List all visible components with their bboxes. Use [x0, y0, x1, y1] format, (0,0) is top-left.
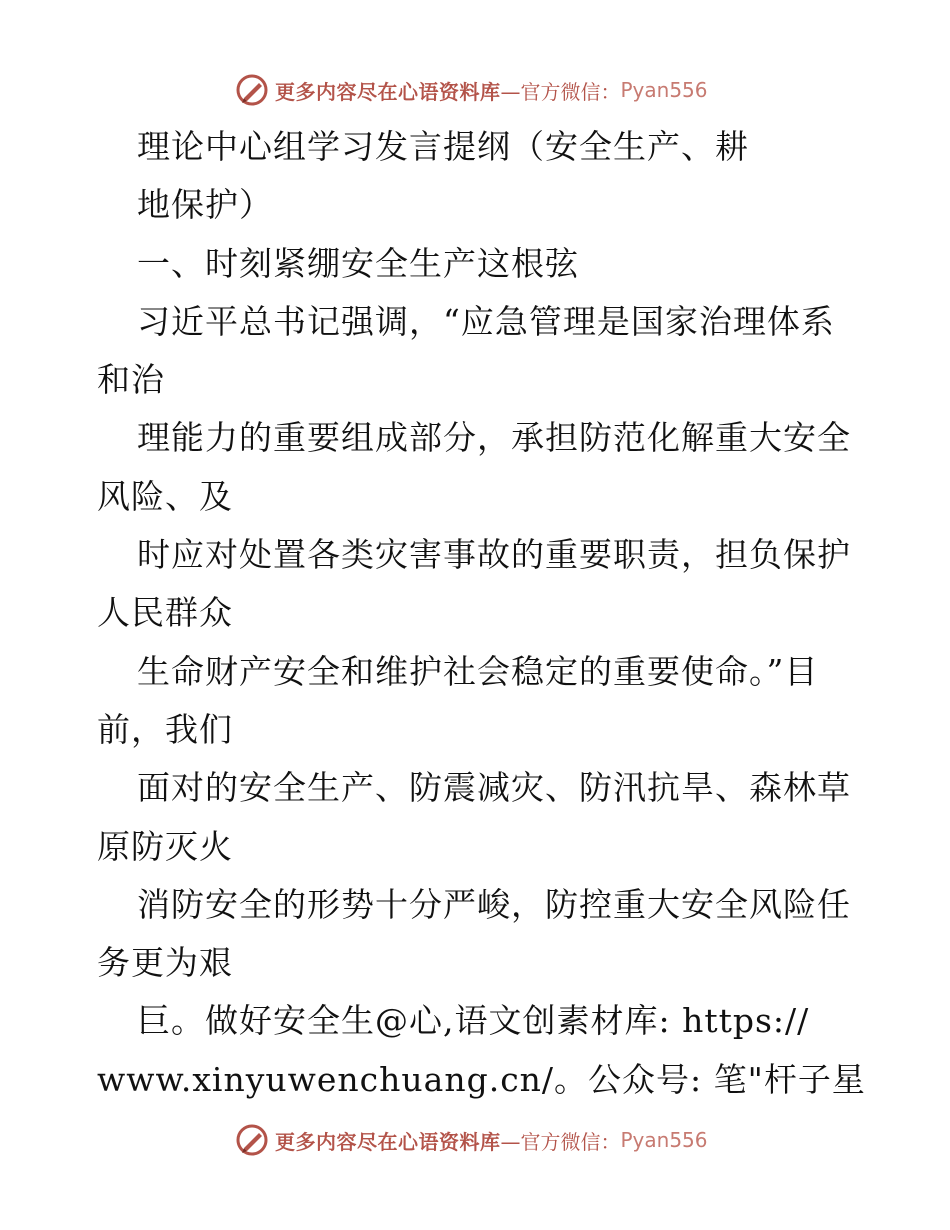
watermark-wechat-id: Pyan556 [620, 1128, 708, 1152]
document-body [97, 118, 877, 1109]
paragraph-line: 消防安全的形势十分严峻，防控重大安全风险任 [137, 884, 851, 924]
title-line-2: 地保护） [137, 185, 273, 225]
watermark-official-label: —官方微信： [500, 79, 621, 104]
paragraph-line: 生命财产安全和维护社会稳定的重要使命。”目 [137, 651, 819, 691]
watermark-brand: 更多内容尽在心语资料库 [275, 1129, 501, 1154]
watermark-wechat-id: Pyan556 [620, 78, 708, 102]
paragraph-line: 面对的安全生产、防震减灾、防汛抗旱、森林草 [137, 768, 851, 808]
paragraph-line: 原防灭火 [97, 826, 233, 866]
paragraph-line: www.xinyuwenchuang.cn/。公众号: 笔"杆子星 [97, 1059, 866, 1099]
paragraph-line: 和治 [97, 360, 165, 400]
section-heading: 一、时刻紧绷安全生产这根弦 [137, 243, 579, 283]
paragraph-line: 务更为艰 [97, 943, 233, 983]
watermark-brand: 更多内容尽在心语资料库 [275, 79, 501, 104]
paragraph-line: 理能力的重要组成部分，承担防范化解重大安全 [137, 418, 851, 458]
title-line-1: 理论中心组学习发言提纲（安全生产、耕 [137, 127, 749, 166]
watermark-official-label: —官方微信： [500, 1129, 621, 1154]
paragraph-line: 时应对处置各类灾害事故的重要职责，担负保护 [137, 535, 851, 575]
paragraph-line: 人民群众 [97, 593, 233, 633]
paragraph-line: 前，我们 [97, 709, 233, 749]
footer-watermark [235, 1120, 755, 1160]
paragraph-line: 习近平总书记强调，“应急管理是国家治理体系 [137, 301, 835, 341]
paragraph-line: 风险、及 [97, 476, 233, 516]
header-watermark [235, 70, 755, 110]
paragraph-line: 巨。做好安全生@心,语文创素材库: https:// [137, 1001, 810, 1041]
pen-logo-icon [235, 73, 269, 107]
pen-logo-icon [235, 1123, 269, 1157]
